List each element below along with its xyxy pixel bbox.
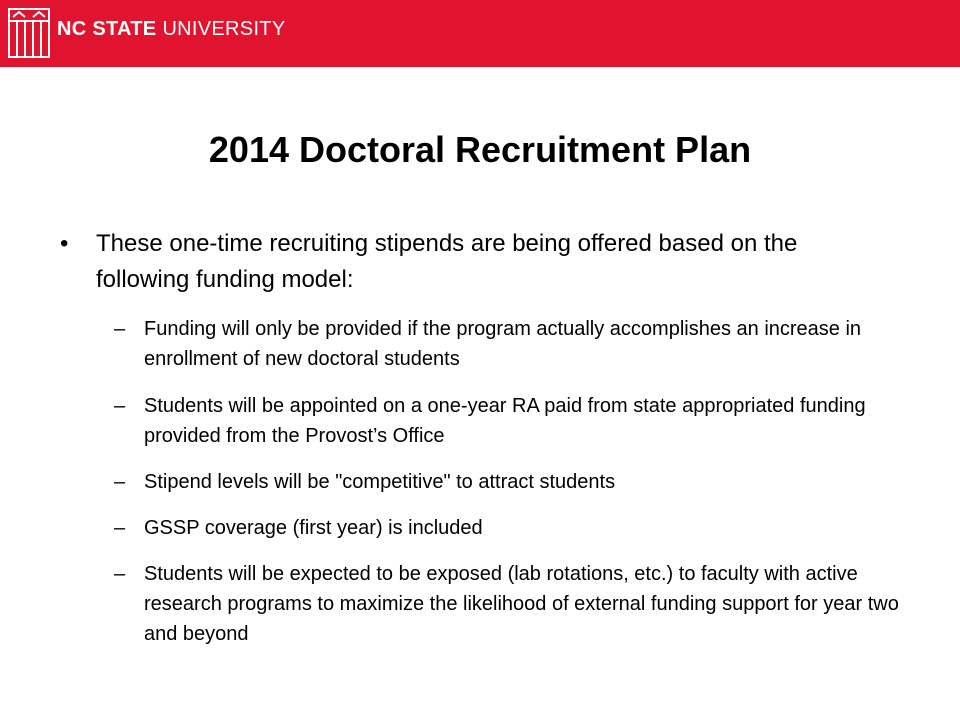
sub-bullet-text: GSSP coverage (first year) is included bbox=[144, 517, 483, 539]
sub-bullet-marker: – bbox=[114, 471, 126, 493]
sub-bullet-text: Students will be appointed on a one-year RA paid from state appropriated funding provided from the Provost’s Office bbox=[144, 395, 866, 447]
sub-bullet-text: Funding will only be provided if the program actually accomplishes an increase in enrollment of new doctoral students bbox=[144, 318, 862, 370]
sub-bullet-gssp-coverage bbox=[114, 513, 914, 543]
sub-bullet-funding-condition bbox=[114, 314, 914, 374]
bullet-marker: • bbox=[60, 230, 69, 257]
sub-bullet-ra-appointment bbox=[114, 391, 914, 451]
slide-title: 2014 Doctoral Recruitment Plan bbox=[208, 129, 752, 170]
sub-bullet-marker: – bbox=[114, 395, 126, 417]
wordmark-light: UNIVERSITY bbox=[162, 18, 286, 40]
sub-bullet-stipend-levels bbox=[114, 467, 914, 497]
main-bullet bbox=[60, 226, 860, 298]
sub-bullet-research-exposure bbox=[114, 559, 914, 649]
sub-bullet-marker: – bbox=[114, 517, 126, 539]
main-bullet-text: These one-time recruiting stipends are being offered based on the following funding model: bbox=[96, 230, 798, 293]
sub-bullet-text: Stipend levels will be "competitive" to attract students bbox=[144, 471, 616, 493]
sub-bullet-marker: – bbox=[114, 563, 126, 585]
sub-bullet-text: Students will be expected to be exposed (lab rotations, etc.) to faculty with active research programs to maximize the likelihood of external funding support for year two and beyond bbox=[144, 563, 899, 645]
sub-bullet-marker: – bbox=[114, 318, 126, 340]
wordmark-bold: NC STATE bbox=[57, 18, 157, 40]
